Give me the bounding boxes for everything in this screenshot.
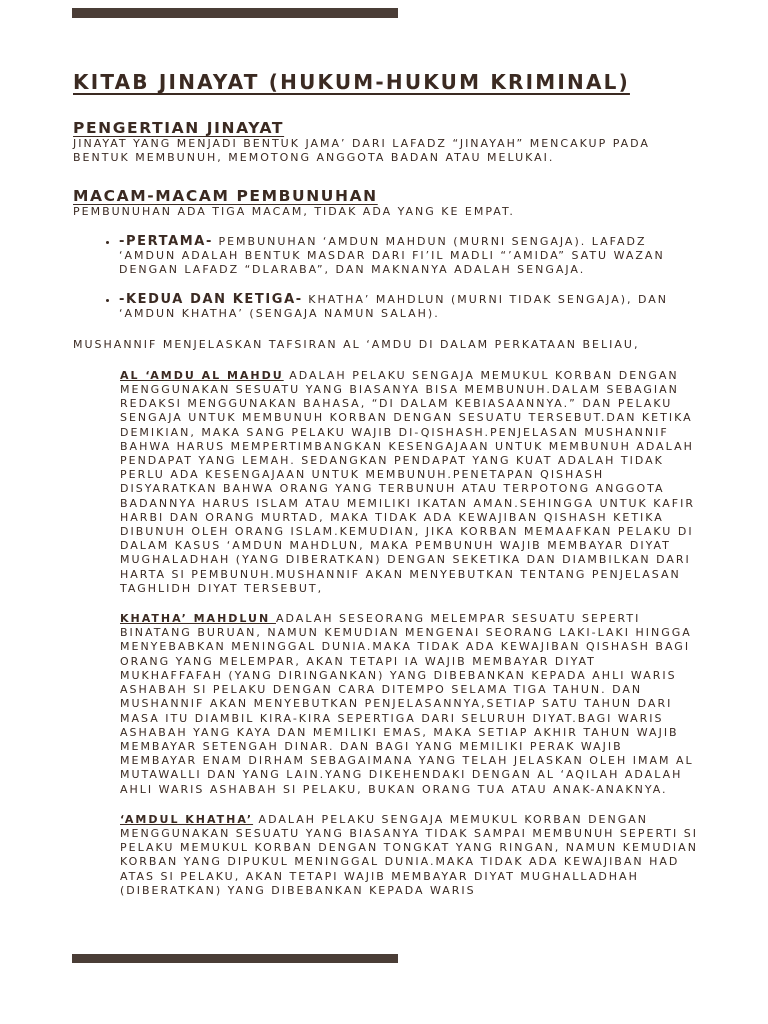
pembunuhan-list <box>73 235 703 322</box>
list-item-label: -PERTAMA- <box>119 233 213 249</box>
definition-amdu-mahdu <box>120 369 703 596</box>
definitions-block <box>73 352 703 898</box>
definition-term: AL ‘AMDU AL MAHDU <box>120 368 284 382</box>
document-title: KITAB JINAYAT (HUKUM-HUKUM KRIMINAL) <box>73 70 630 94</box>
definition-text: ADALAH PELAKU SENGAJA MEMUKUL KORBAN DENGAN MENGGUNAKAN SESUATU YANG BIASANYA TIDAK SAMPAI MEMBUNUH SEPERTI SI PELAKU MEMUKUL KORBAN DENGAN TONGKAT YANG RINGAN, NAMUN KEMUDIAN KORBAN YANG DIPUKUL MENINGGAL DUNIA.MAKA TIDAK ADA KEWAJIBAN HAD ATAS SI PELAKU, AKAN TETAPI WAJIB MEMBAYAR DIYAT MUGHALLADHAH (DIBERATKAN) YANG DIBEBANKAN KEPADA WARIS <box>120 812 698 897</box>
bottom-decorative-bar <box>72 954 398 963</box>
section-heading-pengertian: PENGERTIAN JINAYAT <box>73 119 285 137</box>
list-item-text: PEMBUNUHAN ‘AMDUN MAHDUN (MURNI SENGAJA). LAFADZ ‘AMDUN ADALAH BENTUK MASDAR DARI FI’IL MADLI “’AMIDA” SATU WAZAN DENGAN LAFADZ “DLARABA”, DAN MAKNANYA ADALAH SENGAJA. <box>119 234 665 277</box>
section-body-pengertian: JINAYAT YANG MENJADI BENTUK JAMA’ DARI LAFADZ “JINAYAH” MENCAKUP PADA BENTUK MEMBUNUH, MEMOTONG ANGGOTA BADAN ATAU MELUKAI. <box>73 137 650 165</box>
tafsiran-intro: MUSHANNIF MENJELASKAN TAFSIRAN AL ‘AMDU DI DALAM PERKATAAN BELIAU, <box>73 337 640 351</box>
definition-khatha-mahdlun <box>120 612 703 797</box>
list-item <box>119 235 703 278</box>
definition-text: ADALAH PELAKU SENGAJA MEMUKUL KORBAN DENGAN MENGGUNAKAN SESUATU YANG BIASANYA BISA MEMBUNUH.DALAM SEBAGIAN REDAKSI MENGGUNAKAN BAHASA, “DI DALAM KEBIASAANNYA.” DAN PELAKU SENGAJA UNTUK MEMBUNUH KORBAN DENGAN SESUATU TERSEBUT.DAN KETIKA DEMIKIAN, MAKA SANG PELAKU WAJIB DI-QISHASH.PENJELASAN MUSHANNIF BAHWA HARUS MEMPERTIMBANGKAN KESENGAJAAN UNTUK MEMBUNUH ADALAH PENDAPAT YANG LEMAH. SEDANGKAN PENDAPAT YANG KUAT ADALAH TIDAK PERLU ADA KESENGAJAAN UNTUK MEMBUNUH.PENETAPAN QISHASH DISYARATKAN BAHWA ORANG YANG TERBUNUH ATAU TERPOTONG ANGGOTA BADANNYA HARUS ISLAM ATAU MEMILIKI IKATAN AMAN.SEHINGGA UNTUK KAFIR HARBI DAN ORANG MURTAD, MAKA TIDAK ADA KEWAJIBAN QISHASH KETIKA DIBUNUH OLEH ORANG ISLAM.KEMUDIAN, JIKA KORBAN MEMAAFKAN PELAKU DI DALAM KASUS ‘AMDUN MAHDLUN, MAKA PEMBUNUH WAJIB MEMBAYAR DIYAT MUGHALADHAH (YANG DIBERATKAN) DENGAN SEKETIKA DAN DIAMBILKAN DARI HARTA SI PEMBUNUH.MUSHANNIF AKAN MENYEBUTKAN TENTANG PENJELASAN TAGHLIDH DIYAT TERSEBUT, <box>120 368 695 595</box>
definition-amdul-khatha <box>120 813 703 898</box>
list-item-label: -KEDUA DAN KETIGA- <box>119 292 303 308</box>
document-body <box>73 67 703 898</box>
section-heading-macam: MACAM-MACAM PEMBUNUHAN <box>73 187 378 206</box>
top-decorative-bar <box>72 8 398 18</box>
list-item-text: KHATHA’ MAHDLUN (MURNI TIDAK SENGAJA), DAN ‘AMDUN KHATHA’ (SENGAJA NAMUN SALAH). <box>119 293 669 321</box>
section-body-macam: PEMBUNUHAN ADA TIGA MACAM, TIDAK ADA YANG KE EMPAT. <box>73 205 515 219</box>
definition-term: KHATHA’ MAHDLUN <box>120 612 276 626</box>
list-item <box>119 293 703 321</box>
definition-text: ADALAH SESEORANG MELEMPAR SESUATU SEPERTI BINATANG BURUAN, NAMUN KEMUDIAN MENGENAI SEORANG LAKI-LAKI HINGGA MENYEBABKAN MENINGGAL DUNIA.MAKA TIDAK ADA KEWAJIBAN QISHASH BAGI ORANG YANG MELEMPAR, AKAN TETAPI IA WAJIB MEMBAYAR DIYAT MUKHAFFAFAH (YANG DIRINGANKAN) YANG DIBEBANKAN KEPADA AHLI WARIS ASHABAH SI PELAKU DENGAN CARA DITEMPO SELAMA TIGA TAHUN. DAN MUSHANNIF AKAN MENYEBUTKAN PENJELASANNYA,SETIAP SATU TAHUN DARI MASA ITU DIAMBIL KIRA-KIRA SEPERTIGA DARI SELURUH DIYAT.BAGI WARIS ASHABAH YANG KAYA DAN MEMILIKI EMAS, MAKA SETIAP AKHIR TAHUN WAJIB MEMBAYAR SETENGAH DINAR. DAN BAGI YANG MEMILIKI PERAK WAJIB MEMBAYAR ENAM DIRHAM SEBAGAIMANA YANG TELAH JELASKAN OLEH IMAM AL MUTAWALLI DAN YANG LAIN.YANG DIKEHENDAKI DENGAN AL ‘AQILAH ADALAH AHLI WARIS ASHABAH SI PELAKU, BUKAN ORANG TUA ATAU ANAK-ANAKNYA. <box>120 612 694 796</box>
definition-term: ‘AMDUL KHATHA’ <box>120 812 254 826</box>
